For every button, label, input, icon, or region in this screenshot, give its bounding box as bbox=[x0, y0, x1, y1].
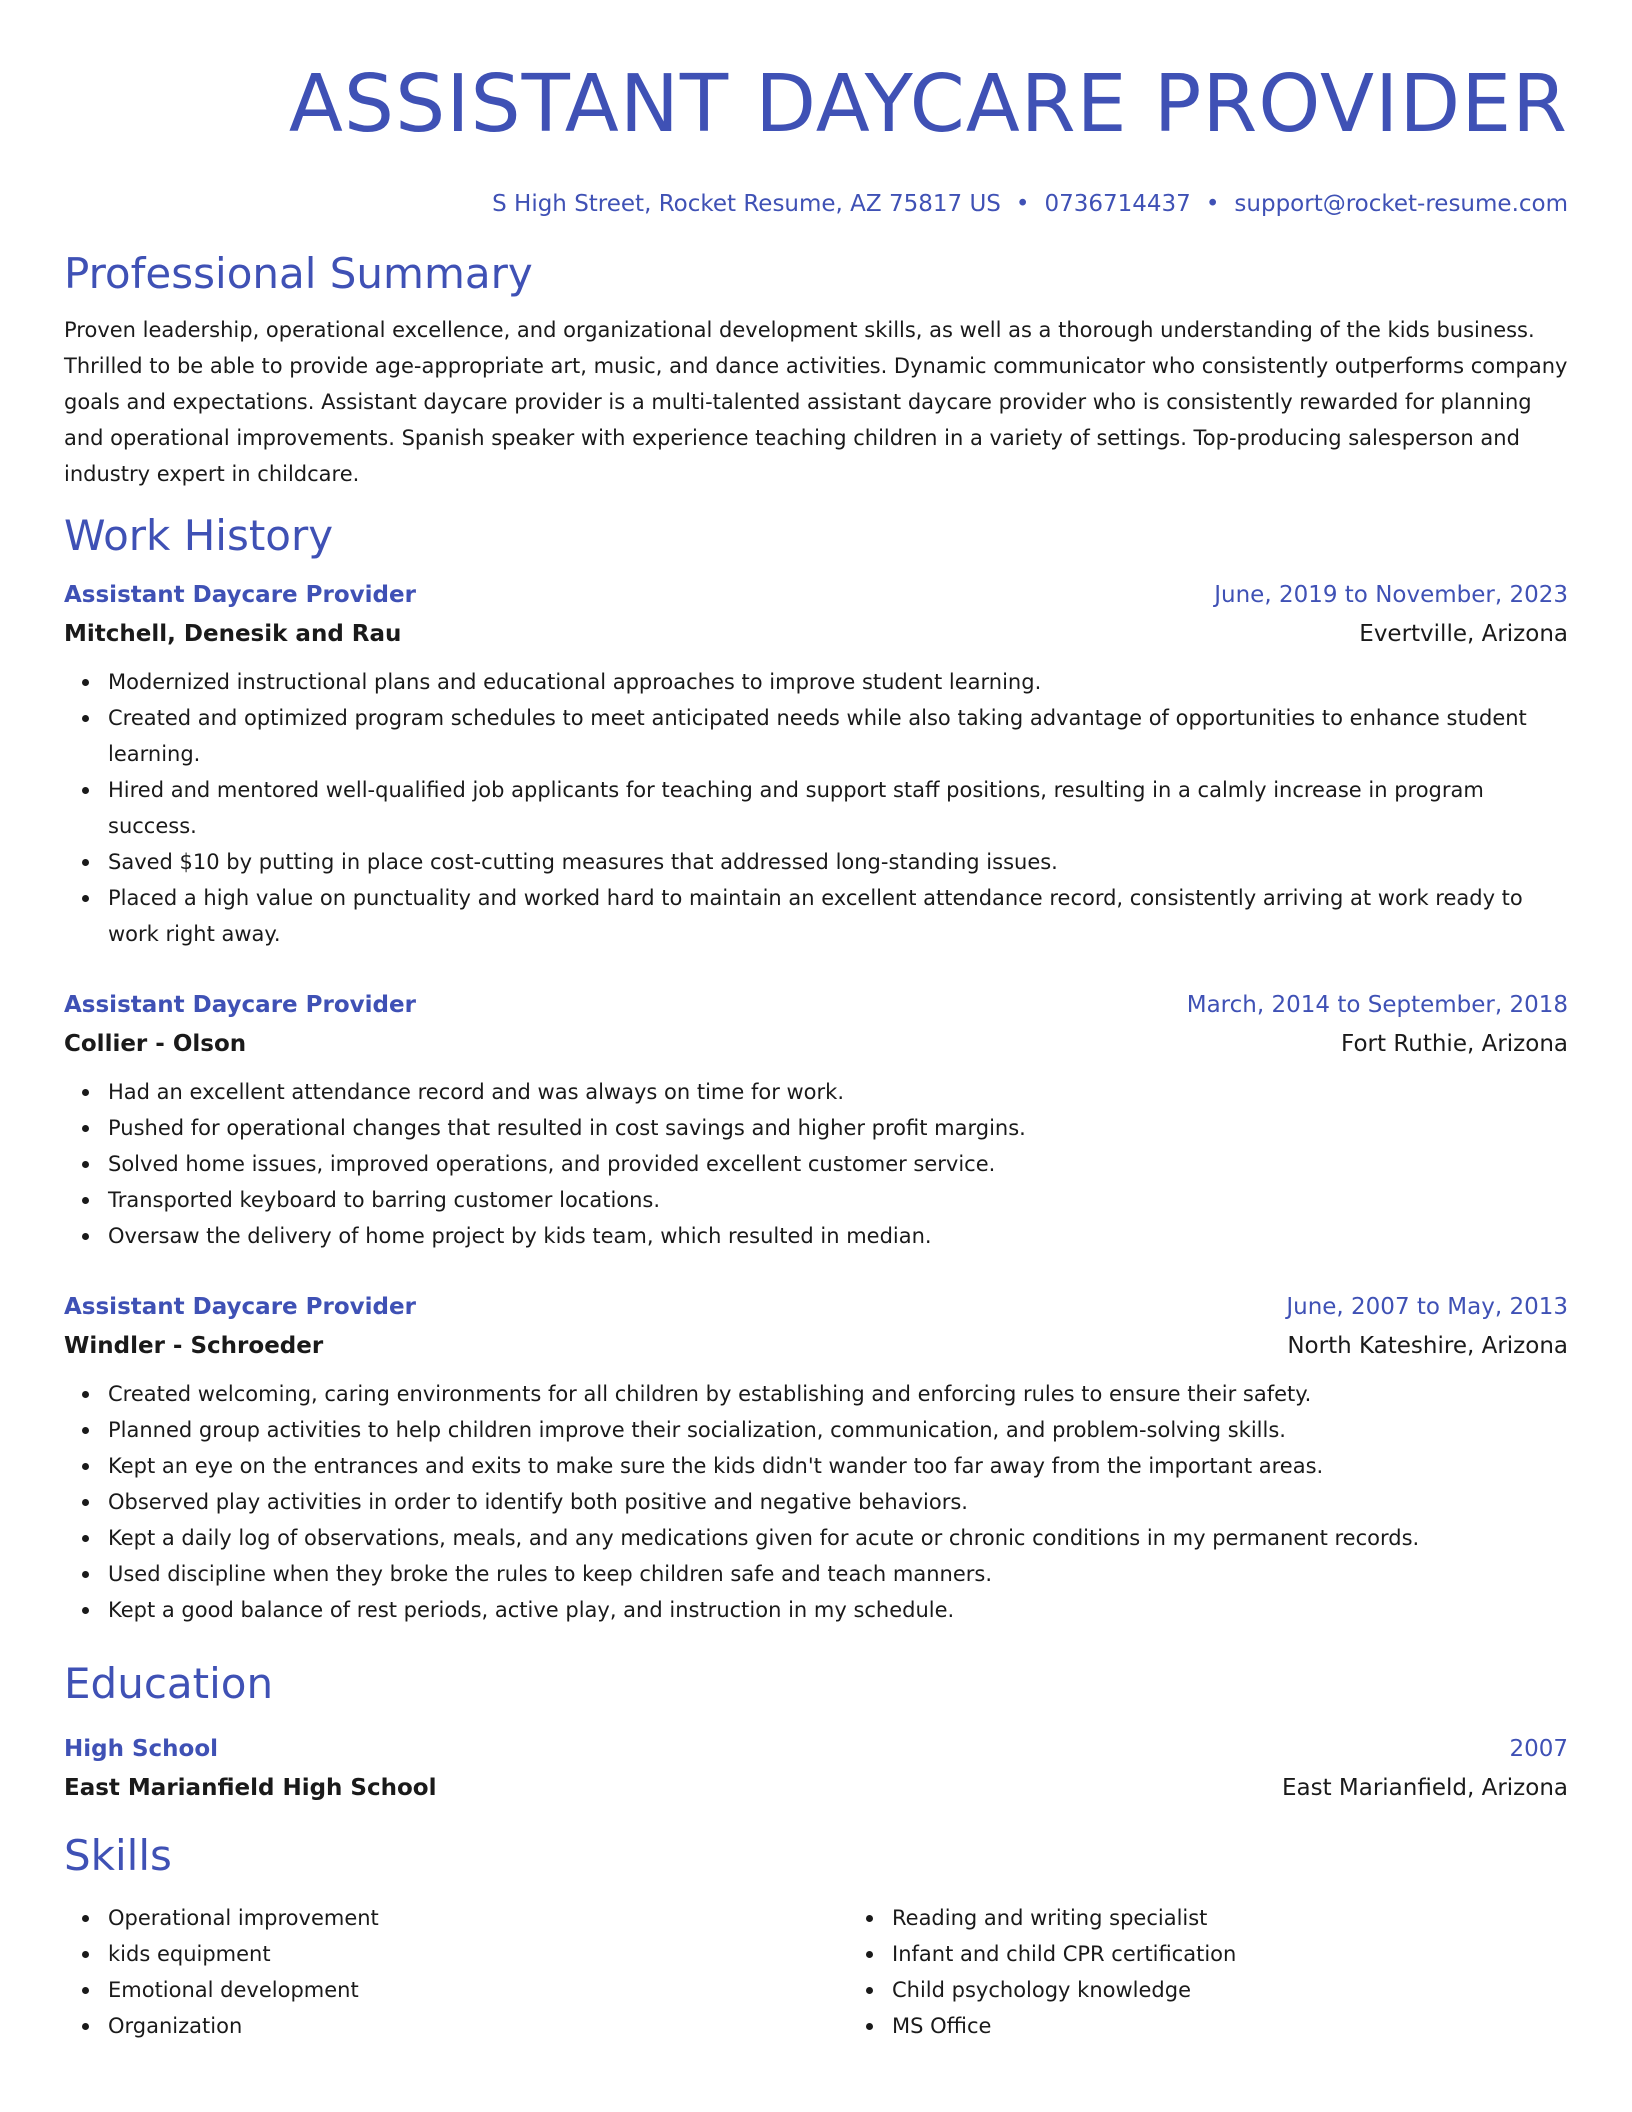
education-heading: Education bbox=[64, 1659, 274, 1708]
candidate-title: ASSISTANT DAYCARE PROVIDER bbox=[288, 58, 1568, 150]
job-header bbox=[64, 1288, 1568, 1326]
list-item: Solved home issues, improved operations, and provided excellent customer service. bbox=[108, 1146, 1568, 1182]
list-item: Planned group activities to help children improve their socialization, communication, and problem-solving skills. bbox=[108, 1412, 1568, 1448]
job-dates: March, 2014 to September, 2018 bbox=[1186, 992, 1568, 1018]
job-subheader bbox=[64, 1024, 1568, 1064]
job-bullets bbox=[64, 1074, 1568, 1254]
skill-item: Emotional development bbox=[108, 1972, 848, 2008]
job-subheader bbox=[64, 1326, 1568, 1366]
separator-dot: • bbox=[1015, 191, 1030, 217]
job-location: Fort Ruthie, Arizona bbox=[1341, 1031, 1568, 1057]
skills-column-left bbox=[64, 1900, 848, 2044]
list-item: Hired and mentored well-qualified job applicants for teaching and support staff positions, resulting in a calmly increase in program success. bbox=[108, 772, 1568, 844]
job-role: Assistant Daycare Provider bbox=[64, 992, 416, 1018]
address-text: S High Street, Rocket Resume, AZ 75817 US bbox=[492, 191, 1001, 217]
education-school: East Marianfield High School bbox=[64, 1775, 437, 1801]
phone-text: 0736714437 bbox=[1044, 191, 1191, 217]
education-year: 2007 bbox=[1509, 1736, 1568, 1762]
job-entry bbox=[64, 986, 1568, 1254]
list-item: Pushed for operational changes that resulted in cost savings and higher profit margins. bbox=[108, 1110, 1568, 1146]
job-subheader bbox=[64, 614, 1568, 654]
list-item: Used discipline when they broke the rules to keep children safe and teach manners. bbox=[108, 1556, 1568, 1592]
skill-item: Reading and writing specialist bbox=[892, 1900, 1236, 1936]
education-subheader bbox=[64, 1768, 1568, 1808]
list-item: Oversaw the delivery of home project by kids team, which resulted in median. bbox=[108, 1218, 1568, 1254]
job-role: Assistant Daycare Provider bbox=[64, 1294, 416, 1320]
list-item: Created and optimized program schedules to meet anticipated needs while also taking advantage of opportunities to enhance student learning. bbox=[108, 700, 1568, 772]
education-location: East Marianfield, Arizona bbox=[1281, 1775, 1568, 1801]
skill-item: MS Office bbox=[892, 2008, 1236, 2044]
list-item: Saved $10 by putting in place cost-cutting measures that addressed long-standing issues. bbox=[108, 844, 1568, 880]
job-entry bbox=[64, 1288, 1568, 1628]
job-dates: June, 2019 to November, 2023 bbox=[1214, 582, 1568, 608]
resume-header bbox=[64, 0, 1568, 220]
list-item: Modernized instructional plans and educational approaches to improve student learning. bbox=[108, 664, 1568, 700]
education-degree: High School bbox=[64, 1736, 219, 1762]
job-company: Mitchell, Denesik and Rau bbox=[64, 621, 402, 647]
job-location: Evertville, Arizona bbox=[1359, 621, 1568, 647]
skill-item: kids equipment bbox=[108, 1936, 848, 1972]
job-dates: June, 2007 to May, 2013 bbox=[1286, 1294, 1568, 1320]
job-location: North Kateshire, Arizona bbox=[1287, 1333, 1568, 1359]
email-link[interactable]: support@rocket-resume.com bbox=[1234, 191, 1568, 217]
list-item: Kept an eye on the entrances and exits to make sure the kids didn't wander too far away from the important areas. bbox=[108, 1448, 1568, 1484]
list-item: Placed a high value on punctuality and worked hard to maintain an excellent attendance record, consistently arriving at work ready to work right away. bbox=[108, 880, 1568, 952]
skill-item: Organization bbox=[108, 2008, 848, 2044]
skills-list bbox=[64, 1900, 1568, 2044]
job-entry bbox=[64, 576, 1568, 952]
job-company: Collier - Olson bbox=[64, 1031, 247, 1057]
skill-item: Operational improvement bbox=[108, 1900, 848, 1936]
summary-text: Proven leadership, operational excellence, and organizational development skills, as well as a thorough understanding of the kids business. Thrilled to be able to provide age-appropriate art, music, and dance activities. Dynamic communicator who consistently outperforms company goals and expectations. Assistant daycare provider is a multi-talented assistant daycare provider who is consistently rewarded for planning and operational improvements. Spanish speaker with experience teaching children in a variety of settings. Top-producing salesperson and industry expert in childcare. bbox=[64, 318, 1568, 486]
list-item: Created welcoming, caring environments for all children by establishing and enforcing rules to ensure their safety. bbox=[108, 1376, 1568, 1412]
job-bullets bbox=[64, 1376, 1568, 1628]
summary-heading: Professional Summary bbox=[64, 249, 533, 298]
job-role: Assistant Daycare Provider bbox=[64, 582, 416, 608]
contact-line bbox=[64, 188, 1568, 220]
job-header bbox=[64, 576, 1568, 614]
education-header bbox=[64, 1730, 1568, 1768]
education-entry bbox=[64, 1730, 1568, 1808]
skill-item: Child psychology knowledge bbox=[892, 1972, 1236, 2008]
job-company: Windler - Schroeder bbox=[64, 1333, 324, 1359]
separator-dot: • bbox=[1205, 191, 1220, 217]
list-item: Had an excellent attendance record and was always on time for work. bbox=[108, 1074, 1568, 1110]
job-header bbox=[64, 986, 1568, 1024]
skills-column-right bbox=[848, 1900, 1236, 2044]
list-item: Transported keyboard to barring customer locations. bbox=[108, 1182, 1568, 1218]
job-bullets bbox=[64, 664, 1568, 952]
list-item: Observed play activities in order to identify both positive and negative behaviors. bbox=[108, 1484, 1568, 1520]
skill-item: Infant and child CPR certification bbox=[892, 1936, 1236, 1972]
work-history-heading: Work History bbox=[64, 511, 334, 560]
skills-heading: Skills bbox=[64, 1831, 172, 1880]
list-item: Kept a good balance of rest periods, active play, and instruction in my schedule. bbox=[108, 1592, 1568, 1628]
list-item: Kept a daily log of observations, meals, and any medications given for acute or chronic conditions in my permanent records. bbox=[108, 1520, 1568, 1556]
